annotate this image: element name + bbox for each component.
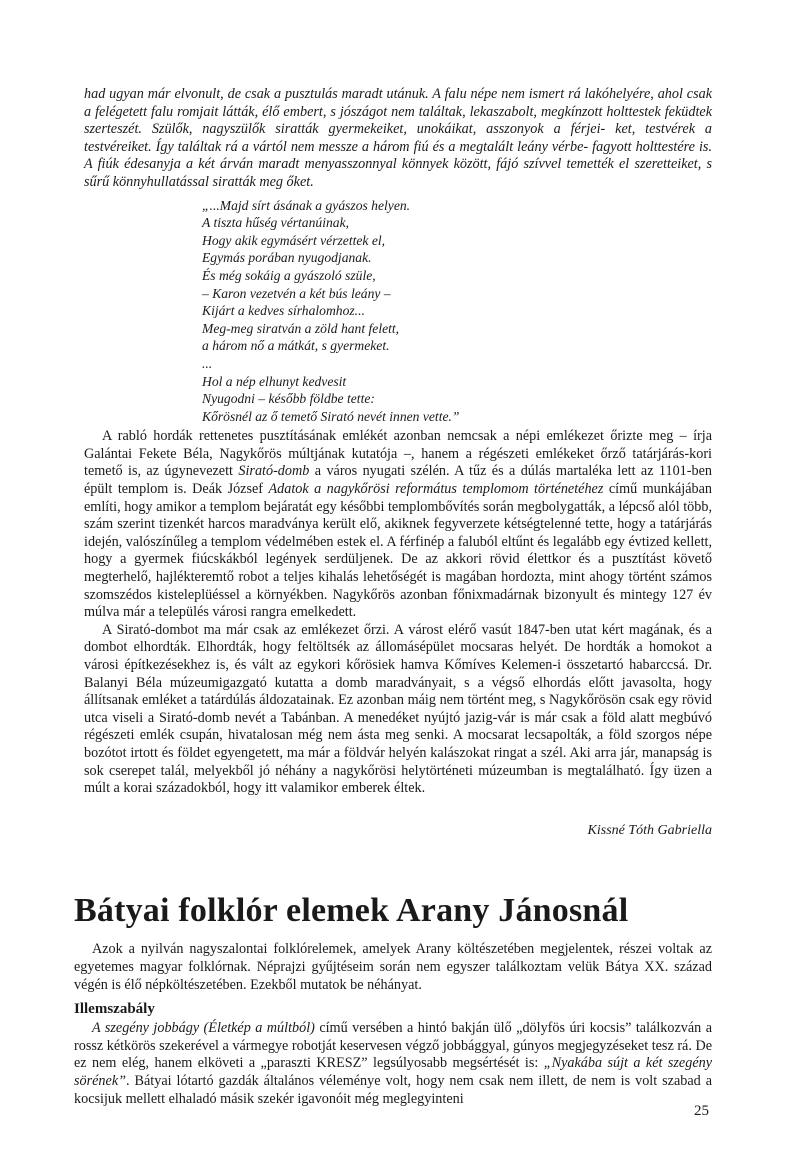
- page-number: 25: [694, 1103, 709, 1119]
- italic-run: A szegény jobbágy (Életkép a múltból): [92, 1020, 315, 1037]
- text-run: A rabló hordák rettenetes pusztításának emlékét azonban nemcsak a népi emlékezet őrizte meg – írja Galántai Fekete Béla, Nagykőrös múltjának kutatója –, hanem a régészeti emlékeket őrző tatárjárás-kori temető is, az úgynevezett: [84, 428, 712, 480]
- intro-line: ahol csak a felégetett falu romjait látták, élő embert, s jószágot nem találtak, lekaszabolt, megkínzott: [84, 86, 713, 120]
- poem-line: Nyugodni – később földbe tette:: [202, 391, 375, 407]
- intro-paragraph: [84, 86, 712, 192]
- italic-run: Sirató-domb: [238, 463, 310, 480]
- intro-line: temették el szeretteiket, s sűrű könnyhullatással siratták meg őket.: [84, 156, 713, 190]
- article-title: Bátyai folklór elemek Arany Jánosnál: [74, 892, 629, 930]
- article-section: [74, 891, 713, 1108]
- poem-line: Egymás porában nyugodjanak.: [202, 250, 372, 266]
- italic-run: Adatok a nagykőrösi református templomom történetéhez: [268, 481, 604, 498]
- poem-line: „...Majd sírt ásának a gyászos helyen.: [202, 197, 411, 213]
- author-signature: Kissné Tóth Gabriella: [587, 822, 712, 838]
- section-subtitle: Illemszabály: [74, 1001, 155, 1018]
- poem-line: Kijárt a kedves sírhalomhoz...: [202, 303, 365, 319]
- intro-line: holttestek feküdtek szerteszét. Szülők, nagyszülők siratták gyermekeiket, unokáikat, asszonyok a férjei-: [84, 103, 713, 138]
- intro-line: fagyott holttestére is. A fiúk édesanyja a két árván maradt menyasszonnyal könnyek között, fájó szívvel: [84, 138, 712, 173]
- text-run: című munkájában említi, hogy amikor a templom bejáratát egy későbbi templombővítés során megbolygatták, a lépcső alól több, szám szerint tizenkét harcos maradványa került elő, akiknek fegyverzete kétségtelenné tette, hogy a tatárjárás idején, valószínűleg a templom védelmében estek el. A férfinép a faluból eltűnt és legalább egy évtized kellett, hogy a gyermek fiúcskákból legények serdüljenek. De az akkori rövid élettkor és a pusztítást követő megterhelő, hajlékteremtő robot a teljes kihalás lehetőségét is magában hordozta, mint ahogy történt számos szomszédos kisteleplüéssel a környékben. Nagykőrös azonban főnixmadárnak bizonyult és mintegy 127 év múlva már a település városi rangra emelkedett.: [84, 481, 712, 621]
- text-run: . Bátyai lótartó gazdák általános véleménye volt, hogy nem csak nem illett, de nem is volt szabad a kocsijuk mellett elhaladó másik szekér igavonóit még meglegyinteni: [74, 1072, 712, 1107]
- poem-line: Meg-meg siratván a zöld hant felett,: [202, 320, 400, 336]
- poem-line: a három nő a mátkát, s gyermeket.: [202, 338, 390, 354]
- text-run: című versében a hintó bakján ülő „dölyfös úri kocsis” találkozván a rossz kétkörös szekerével a vármegye robotját keservesen végző jobbággyal, gúnyos megjegyzéseket tesz rá. De ez nem elég, hanem elköveti a „paraszti KRESZ” legsúlyosabb megsértését is:: [74, 1020, 712, 1072]
- intro-line: had ugyan már elvonult, de csak a pusztulás maradt utánuk. A falu népe nem ismert rá lakóhelyére,: [84, 86, 654, 102]
- page-content: [74, 86, 713, 1108]
- intro-line: ket, testvérek a testvéreiket. Így találtak rá a vártól nem messze a három fiú és a megtalált leány vérbe-: [84, 121, 713, 155]
- italic-run: „Nyakába sújt a két szegény sörének”: [74, 1055, 713, 1089]
- poem-line: Kőrösnél az ő temető Sirató nevét innen vette.”: [202, 408, 460, 424]
- poem-line: Hogy akik egymásért vérzettek el,: [202, 232, 386, 248]
- poem-line: Hol a nép elhunyt kedvesit: [202, 373, 347, 389]
- text-run: a város nyugati szélén. A tűz és a dúlás martaléka lett az 1101-ben épült templom is. Deák József: [84, 463, 712, 498]
- body-paragraph: Azok a nyilván nagyszalontai folklórelemek, amelyek Arany költészetében megjelentek, részei voltak az egyetemes magyar folklórnak. Néprajzi gyűjtéseim során nem egyszer találkoztam velük Bátya XX. század végén is élő népköltészetében. Ezekből mutatok be néhányat.: [74, 941, 712, 993]
- body-paragraph: A Sirató-dombot ma már csak az emlékezet őrzi. A várost elérő vasút 1847-ben utat kért magának, és a dombot elhordták. Elhordták, hogy feltöltsék az állomásépület mocsaras helyét. De hordták a homokot a városi építkezésekhez is, és vált az egykori kőrösiek hamva Kőmíves Kelemen-i összetartó habarccsá. Dr. Balanyi Béla múzeumigazgató kutatta a domb maradványait, s a végső elhordás előtt javasolta, hogy állítsanak emléket a tatárdúlás áldozatainak. Ez azonban máig nem történt meg, s Nagykőrösön csak egy rövid utca viseli a Sirató-domb nevét a Tabánban. A menedéket nyújtó jazig-vár is már csak a föld alatt megbúvó régészeti emlék csupán, hivatalosan még nem ásta meg senki. A mocsarat lecsapolták, a föld szorgos népe bozótot irtott és földet egyengetett, ma már a földvár helyén kalászokat ringat a szél. Aki arra jár, manapság is sok cserepet talál, melyekből jó néhány a nagykőrösi helytörténeti múzeumban is megtalálható. Így üzen a múlt a korai századokból, hogy itt valamikor emberek éltek.: [84, 621, 712, 797]
- body-paragraph: [74, 1020, 712, 1108]
- poem-line: És még sokáig a gyászoló szüle,: [202, 267, 376, 283]
- poem-ellipsis: ...: [202, 355, 213, 371]
- poem-line: A tiszta hűség vértanúinak,: [202, 215, 350, 231]
- poem-line: – Karon vezetvén a két bús leány –: [202, 285, 391, 301]
- body-paragraph: [84, 428, 712, 622]
- poem-block: [202, 197, 712, 426]
